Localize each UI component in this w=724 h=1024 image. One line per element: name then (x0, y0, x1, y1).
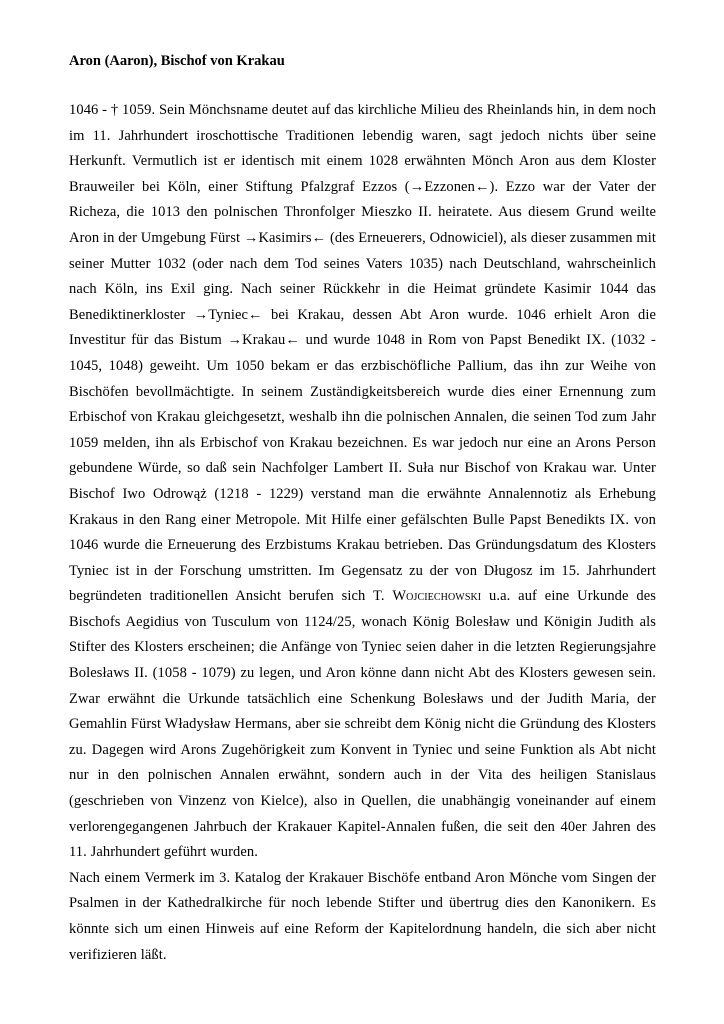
paragraph-1 (69, 98, 656, 866)
paragraph-1-text-a: 1046 - † 1059. Sein Mönchsname deutet auf das kirchliche Milieu des Rheinlands hin, in dem noch im 11. Jahrhundert iroschottische Traditionen lebendig waren, sagt jedoch nichts über seine Herkunft. Vermutlich ist er identisch mit einem 1028 erwähnten Mönch Aron aus dem Kloster Brauweiler bei Köln, einer Stiftung Pfalzgraf Ezzos (→Ezzonen←). Ezzo war der Vater der Richeza, die 1013 den polnischen Thronfolger Mieszko II. heiratete. Aus diesem Grund weilte Aron in der Umgebung Fürst →Kasimirs← (des Erneuerers, Odnowiciel), als dieser zusammen mit seiner Mutter 1032 (oder nach dem Tod seines Vaters 1035) nach Deutschland, wahrscheinlich nach Köln, ins Exil ging. Nach seiner Rückkehr in die Heimat gründete Kasimir 1044 das Benediktinerkloster →Tyniec← bei Krakau, dessen Abt Aron wurde. 1046 erhielt Aron die Investitur für das Bistum →Krakau← und wurde 1048 in Rom von Papst Benedikt IX. (1032 - 1045, 1048) geweiht. Um 1050 bekam er das erzbischöfliche Pallium, das ihn zur Weihe von Bischöfen bevollmächtigte. In seinem Zuständigkeitsbereich wurde dies einer Ernennung zum Erbischof von Krakau gleichgesetzt, weshalb ihn die polnischen Annalen, die seinen Tod zum Jahr 1059 melden, ihn als Erbischof von Krakau bezeichnen. Es war jedoch nur eine an Arons Person gebundene Würde, so daß sein Nachfolger Lambert II. Suła nur Bischof von Krakau war. Unter Bischof Iwo Odrowąż (1218 - 1229) verstand man die erwähnte Annalennotiz als Erhebung Krakaus in den Rang einer Metropole. Mit Hilfe einer gefälschten Bulle Papst Benedikts IX. von 1046 wurde die Erneuerung des Erzbistums Krakau betrieben. Das Gründungsdatum des Klosters Tyniec ist in der Forschung umstritten. Im Gegensatz zu der von Długosz im 15. Jahrhundert begründeten traditionellen Ansicht berufen sich T. (69, 102, 656, 605)
paragraph-2 (69, 866, 656, 968)
article-title: Aron (Aaron), Bischof von Krakau (69, 53, 285, 69)
article-body (69, 98, 656, 968)
author-name-smallcaps: Wojciechowski (392, 588, 482, 605)
paragraph-1-text-b: u.a. auf eine Urkunde des Bischofs Aegidius von Tusculum von 1124/25, wonach König Bolesław und Königin Judith als Stifter des Klosters erscheinen; die Anfänge von Tyniec seien daher in die letzten Regierungsjahre Bolesławs II. (1058 - 1079) zu legen, und Aron könne dann nicht Abt des Klosters gewesen sein. Zwar erwähnt die Urkunde tatsächlich eine Schenkung Bolesławs und der Judith Maria, der Gemahlin Fürst Władysław Hermans, aber sie schreibt dem König nicht die Gründung des Klosters zu. Dagegen wird Arons Zugehörigkeit zum Konvent in Tyniec und seine Funktion als Abt nicht nur in den polnischen Annalen erwähnt, sondern auch in der Vita des heiligen Stanislaus (geschrieben von Vinzenz von Kielce), also in Quellen, die unabhängig voneinander auf einem verlorengegangenen Jahrbuch der Krakauer Kapitel-Annalen fußen, die seit den 40er Jahren des 11. Jahrhundert geführt wurden. (69, 588, 656, 861)
paragraph-2-text: Nach einem Vermerk im 3. Katalog der Krakauer Bischöfe entband Aron Mönche vom Singen der Psalmen in der Kathedralkirche für noch lebende Stifter und übertrug dies den Kanonikern. Es könnte sich um einen Hinweis auf eine Reform der Kapitelordnung handeln, die sich aber nicht verifizieren läßt. (69, 869, 656, 963)
